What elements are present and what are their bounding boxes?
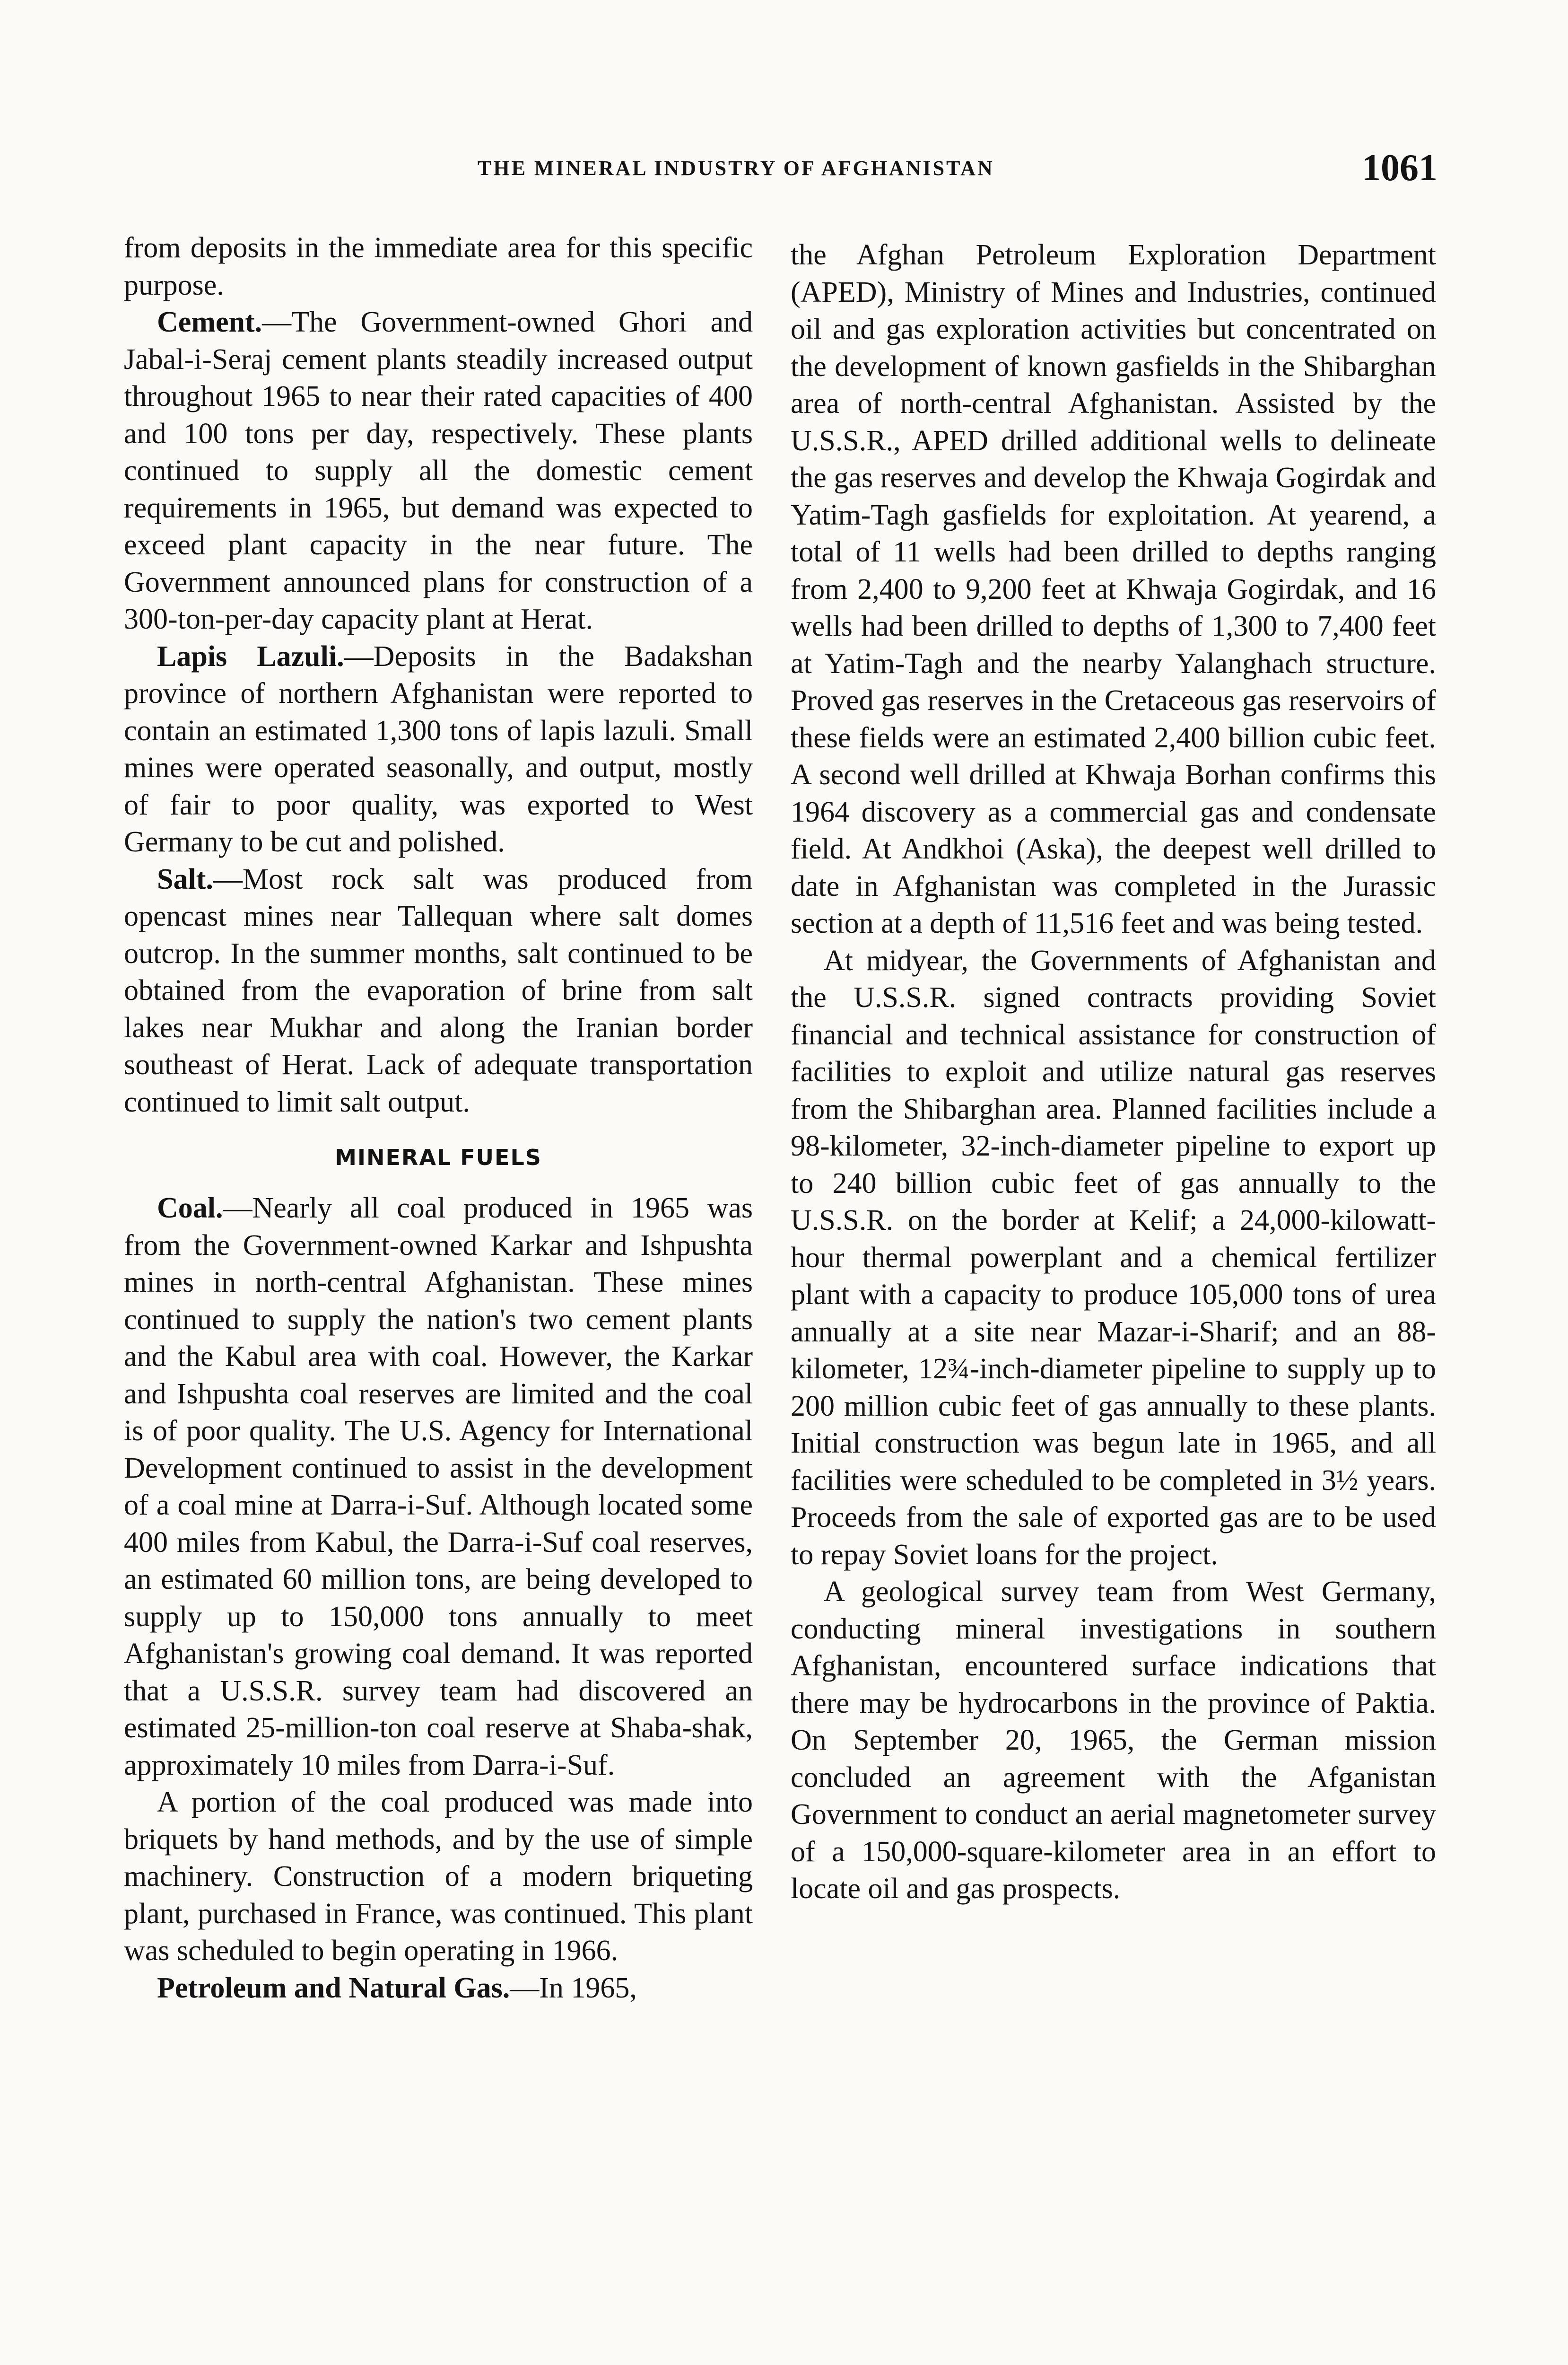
paragraph-cement <box>124 304 753 638</box>
section-heading-mineral-fuels: MINERAL FUELS <box>335 1145 542 1170</box>
paragraph-coal <box>124 1190 753 1784</box>
paragraph-survey: A geological survey team from West Germany, conducting mineral investigations in southern Afghanistan, encountered surface indications that there may be hydrocarbons in the province of Paktia. On September 20, 1965, the German mission concluded an agreement with the Afganistan Government to conduct an aerial magnetometer survey of a 150,000-square-kilometer area in an effort to locate oil and gas prospects. <box>791 1576 1436 1905</box>
salt-lead: Salt. <box>157 863 213 895</box>
lapis-lead: Lapis Lazuli. <box>157 640 344 673</box>
right-column <box>791 236 1436 1908</box>
paragraph-petroleum <box>124 1970 753 2007</box>
petroleum-lead: Petroleum and Natural Gas. <box>157 1971 510 2004</box>
cement-lead: Cement. <box>157 306 262 338</box>
paragraph-midyear: At midyear, the Governments of Afghanistan and the U.S.S.R. signed contracts providing Soviet financial and technical assistance for construction of facilities to exploit and utilize natural gas reserves from the Shibarghan area. Planned facilities include a 98-kilometer, 32-inch-diameter pipeline to export up to 240 billion cubic feet of gas annually to the U.S.S.R. on the border at Kelif; a 24,000-kilowatt-hour thermal powerplant and a chemical fertilizer plant with a capacity to produce 105,000 tons of urea annually at a site near Mazar-i-Sharif; and an 88-kilometer, 12¾-inch-diameter pipeline to supply up to 200 million cubic feet of gas annually to these plants. Initial construction was begun late in 1965, and all facilities were scheduled to be completed in 3½ years. Proceeds from the sale of exported gas are to be used to repay Soviet loans for the project. <box>791 944 1436 1571</box>
running-title: THE MINERAL INDUSTRY OF AFGHANISTAN <box>478 157 994 180</box>
lapis-text: —Deposits in the Badakshan province of northern Afghanistan were reported to contain an estimated 1,300 tons of lapis lazuli. Small mines were operated seasonally, and output, mostly of fair to poor quality, was exported to West Germany to be cut and polished. <box>124 640 753 858</box>
paragraph-salt <box>124 861 753 1121</box>
coal-lead: Coal. <box>157 1192 223 1224</box>
left-column <box>124 229 753 2006</box>
coal-text: —Nearly all coal produced in 1965 was from the Government-owned Karkar and Ishpushta mines in north-central Afghanistan. These mines continued to supply the nation's two cement plants and the Kabul area with coal. However, the Karkar and Ishpushta coal reserves are limited and the coal is of poor quality. The U.S. Agency for International Development continued to assist in the development of a coal mine at Darra-i-Suf. Although located some 400 miles from Kabul, the Darra-i-Suf coal reserves, an estimated 60 million tons, are being developed to supply up to 150,000 tons annually to meet Afghanistan's growing coal demand. It was reported that a U.S.S.R. survey team had discovered an estimated 25-million-ton coal reserve at Shaba-shak, approximately 10 miles from Darra-i-Suf. <box>124 1192 753 1781</box>
page-number: 1061 <box>1362 147 1437 189</box>
paragraph-briquets: A portion of the coal produced was made into briquets by hand methods, and by the use of simple machinery. Construction of a modern briqueting plant, purchased in France, was continued. This plant was scheduled to begin operating in 1966. <box>124 1786 753 1967</box>
paragraph-aped: the Afghan Petroleum Exploration Department (APED), Ministry of Mines and Industries, continued oil and gas exploration activities but concentrated on the development of known gasfields in the Shibarghan area of north-central Afghanistan. Assisted by the U.S.S.R., APED drilled additional wells to delineate the gas reserves and develop the Khwaja Gogirdak and Yatim-Tagh gasfields for exploitation. At yearend, a total of 11 wells had been drilled to depths ranging from 2,400 to 9,200 feet at Khwaja Gogirdak, and 16 wells had been drilled to depths of 1,300 to 7,400 feet at Yatim-Tagh and the nearby Yalanghach structure. Proved gas reserves in the Cretaceous gas reservoirs of these fields were an estimated 2,400 billion cubic feet. A second well drilled at Khwaja Borhan confirms this 1964 discovery as a commercial gas and condensate field. At Andkhoi (Aska), the deepest well drilled to date in Afghanistan was completed in the Jurassic section at a depth of 11,516 feet and was being tested. <box>791 239 1436 939</box>
salt-text: —Most rock salt was produced from opencast mines near Tallequan where salt domes outcrop. In the summer months, salt continued to be obtained from the evaporation of brine from salt lakes near Mukhar and along the Iranian border southeast of Herat. Lack of adequate transportation continued to limit salt output. <box>124 863 753 1118</box>
paragraph-intro: from deposits in the immediate area for this specific purpose. <box>124 232 753 301</box>
paragraph-lapis-lazuli <box>124 638 753 861</box>
petroleum-text: —In 1965, <box>510 1971 637 2004</box>
cement-text: —The Government-owned Ghori and Jabal-i-Seraj cement plants steadily increased output throughout 1965 to near their rated capacities of 400 and 100 tons per day, respectively. These plants continued to supply all the domestic cement requirements in 1965, but demand was expected to exceed plant capacity in the near future. The Government announced plans for construction of a 300-ton-per-day capacity plant at Herat. <box>124 306 753 635</box>
